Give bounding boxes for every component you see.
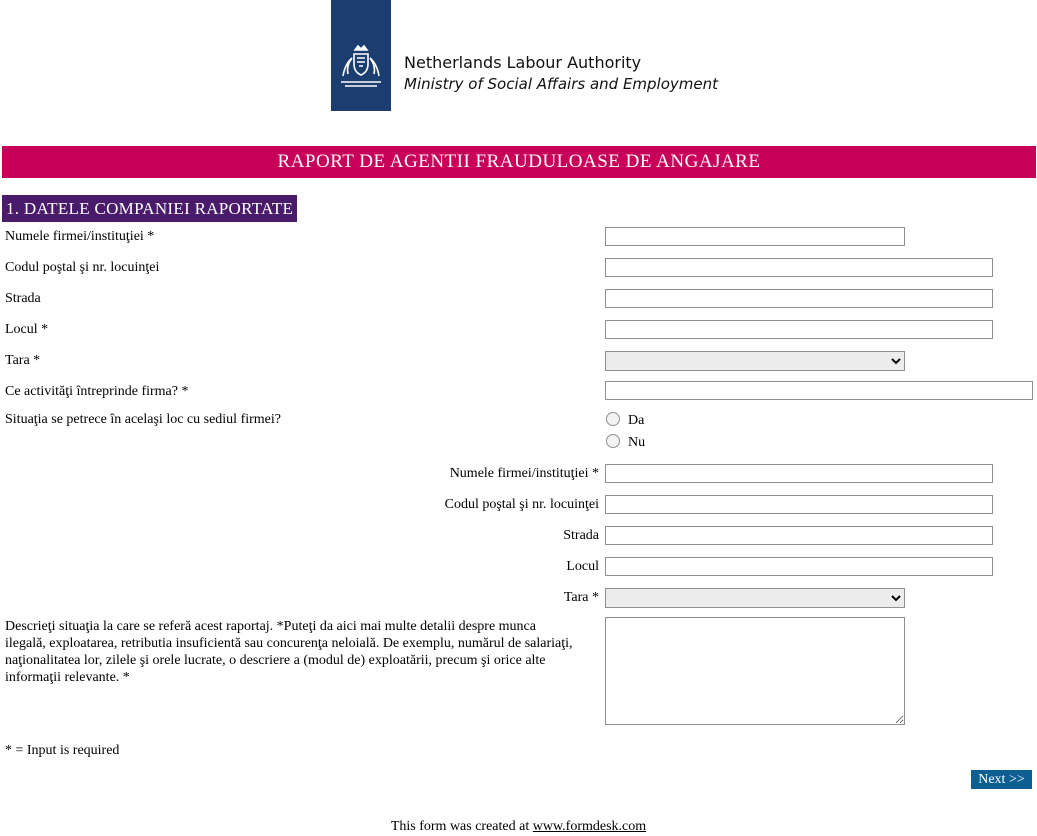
city-label: Locul *: [5, 322, 49, 337]
section-title: 1. DATELE COMPANIEI RAPORTATE: [2, 195, 297, 222]
same-location-no-radio[interactable]: [606, 434, 620, 448]
country-label: Tara *: [5, 353, 41, 368]
activities-label: Ce activităţi întreprinde firma? *: [5, 384, 189, 399]
same-location-yes-radio[interactable]: [606, 412, 620, 426]
logo: [331, 0, 391, 111]
country-select[interactable]: [605, 351, 905, 371]
street-label: Strada: [5, 291, 41, 306]
company-name-input[interactable]: [605, 227, 905, 246]
org-subtitle: Ministry of Social Affairs and Employment: [404, 75, 719, 93]
street-input[interactable]: [605, 289, 993, 308]
location-city-label: Locul: [566, 559, 599, 574]
postal-code-input[interactable]: [605, 258, 993, 277]
location-country-select[interactable]: [605, 588, 905, 608]
postal-code-label: Codul poştal şi nr. locuinţei: [5, 260, 160, 275]
same-location-label: Situaţia se petrece în acelaşi loc cu sediul firmei?: [5, 412, 281, 427]
location-street-label: Strada: [563, 528, 599, 543]
next-button[interactable]: Next >>: [971, 770, 1032, 789]
description-label: Descrieţi situaţia la care se referă acest raportaj. *Puteţi da aici mai multe detalii despre munca ilegală, exploatarea, retributia insuficientă sau concurenţa neloială. De exemplu, numărul de salariaţi, naţionalitatea lor, zilele şi orele lucrate, o descriere a (modul de) exploatării, precum şi orice alte informaţii relevante. *: [5, 619, 573, 685]
city-input[interactable]: [605, 320, 993, 339]
location-city-input[interactable]: [605, 557, 993, 576]
form-title: RAPORT DE AGENTII FRAUDULOASE DE ANGAJARE: [2, 146, 1036, 178]
royal-coat-of-arms-icon: [335, 42, 387, 94]
activities-input[interactable]: [605, 381, 1033, 400]
description-textarea[interactable]: [605, 617, 905, 725]
location-street-input[interactable]: [605, 526, 993, 545]
org-name: Netherlands Labour Authority: [404, 53, 642, 72]
required-note: * = Input is required: [5, 743, 120, 758]
same-location-no-label[interactable]: Nu: [628, 435, 646, 450]
location-country-label: Tara *: [563, 590, 599, 605]
location-company-name-label: Numele firmei/instituţiei *: [449, 466, 599, 481]
location-company-name-input[interactable]: [605, 464, 993, 483]
location-postal-code-input[interactable]: [605, 495, 993, 514]
formdesk-link[interactable]: www.formdesk.com: [532, 819, 647, 834]
company-name-label: Numele firmei/instituţiei *: [5, 229, 155, 244]
same-location-yes-label[interactable]: Da: [628, 413, 645, 428]
footer-text: This form was created at: [390, 819, 533, 834]
location-postal-code-label: Codul poştal şi nr. locuinţei: [444, 497, 599, 512]
footer: [0, 819, 1037, 835]
